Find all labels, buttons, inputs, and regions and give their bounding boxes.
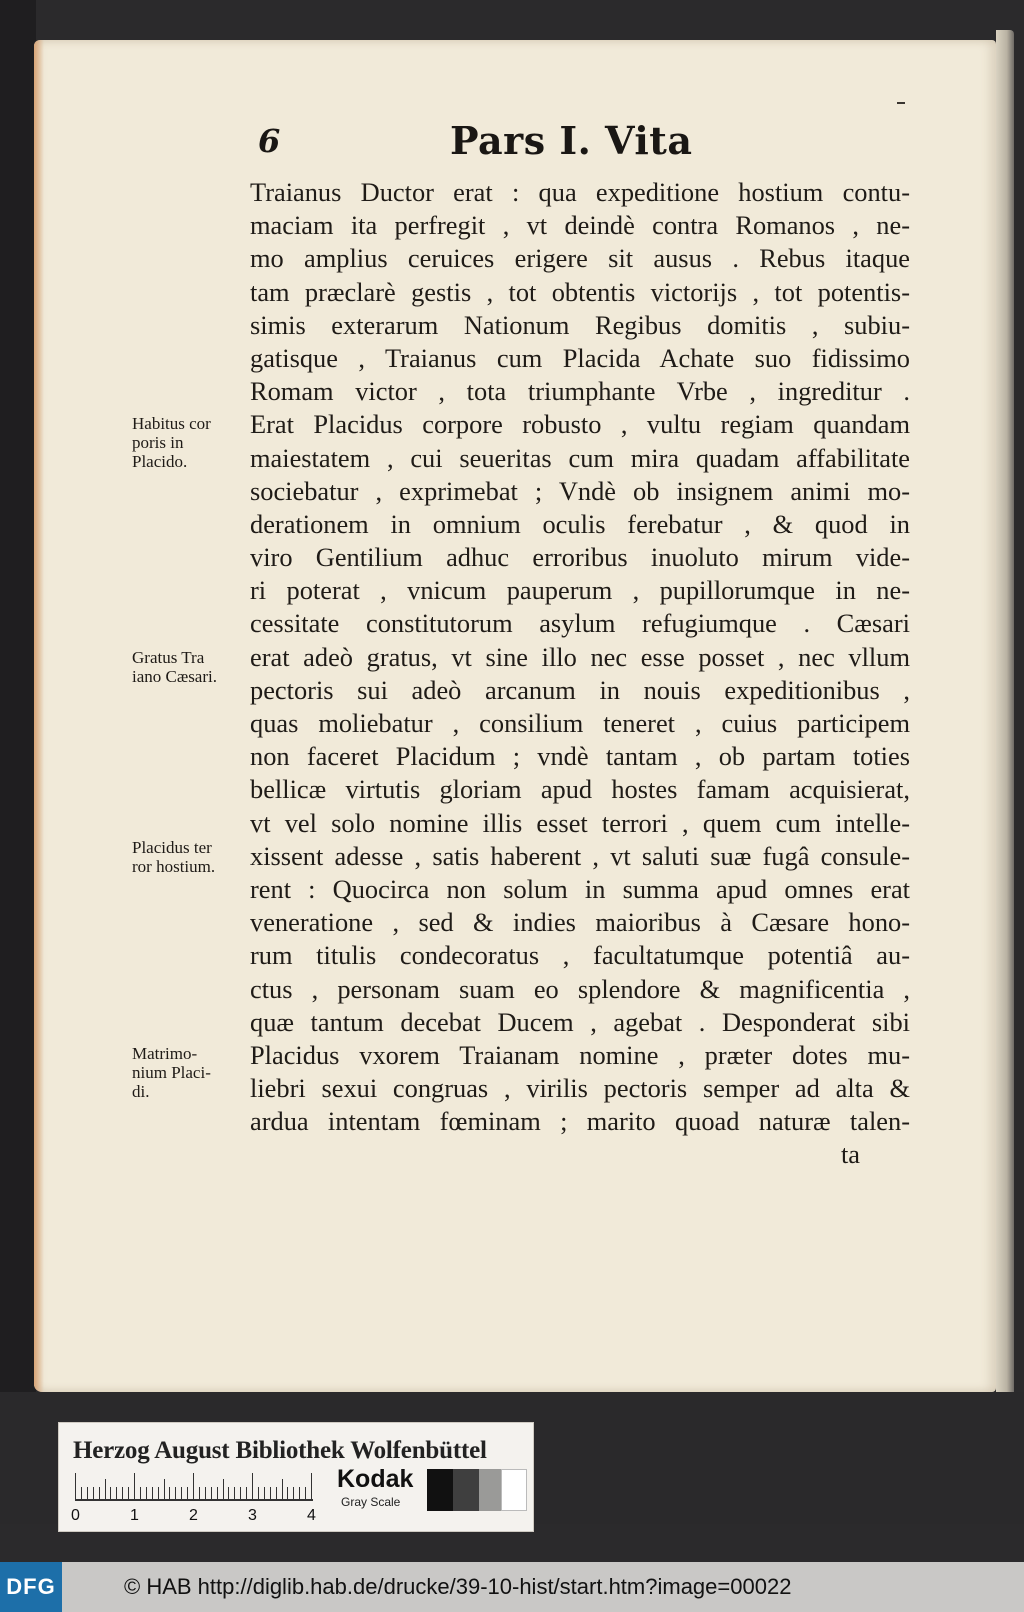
marginal-note-terror: Placidus ter ror hostium. — [132, 838, 216, 876]
ruler-tick — [181, 1487, 182, 1499]
credit-url[interactable]: © HAB http://diglib.hab.de/drucke/39-10-hist/start.htm?image=00022 — [124, 1574, 792, 1599]
book-background-left — [0, 0, 36, 1400]
text-line: simis exterarum Nationum Regibus domitis , subiu- — [250, 309, 910, 340]
catchword: ta — [840, 1139, 860, 1170]
ruler-number: 3 — [248, 1507, 257, 1524]
ruler-tick — [116, 1487, 117, 1499]
text-line: sociebatur , exprimebat ; Vndè ob insignem animi mo- — [250, 475, 910, 506]
ruler-tick — [146, 1487, 147, 1499]
ruler-tick — [140, 1487, 141, 1499]
ruler-tick — [293, 1487, 294, 1499]
ruler-tick — [258, 1487, 259, 1499]
ruler-tick — [128, 1487, 129, 1499]
text-line: rum titulis condecoratus , facultatumque potentiâ au- — [250, 940, 910, 971]
ruler-tick — [110, 1487, 111, 1499]
marginal-note-habitus: Habitus cor poris in Placido. — [132, 414, 211, 471]
ruler-tick — [164, 1479, 165, 1499]
text-line: ardua intentam fœminam ; marito quoad naturæ talen- — [250, 1106, 910, 1137]
text-line: erat adeò gratus, vt sine illo nec esse posset , nec vllum — [250, 641, 910, 672]
marginal-note-gratus: Gratus Tra iano Cæsari. — [132, 648, 217, 686]
ruler-tick — [264, 1487, 265, 1499]
text-line: Traianus Ductor erat : qua expeditione hostium contu- — [250, 177, 910, 207]
ruler-tick — [193, 1473, 194, 1499]
ruler-tick — [187, 1487, 188, 1499]
ruler-number: 2 — [189, 1507, 198, 1524]
ruler-tick — [252, 1473, 253, 1499]
ruler-tick — [152, 1487, 153, 1499]
ruler-tick — [223, 1479, 224, 1499]
dfg-logo: DFG — [0, 1562, 62, 1612]
text-line: cessitate constitutorum asylum refugiumque . Cæsari — [250, 608, 910, 639]
page-stack-edge — [996, 30, 1014, 1402]
ruler-tick — [99, 1487, 100, 1499]
marginal-note-matrimonium: Matrimo- nium Placi- di. — [132, 1044, 211, 1101]
page-edge-tint — [34, 40, 44, 1392]
body-text — [250, 176, 910, 1172]
text-line: liebri sexui congruas , virilis pectoris semper ad alta & — [250, 1073, 910, 1104]
ruler-tick — [105, 1479, 106, 1499]
ruler-tick — [311, 1473, 312, 1499]
ruler-tick — [169, 1487, 170, 1499]
text-line: vt vel solo nomine illis esset terrori , quem cum intelle- — [250, 807, 910, 838]
institution-label: Herzog August Bibliothek Wolfenbüttel — [73, 1437, 487, 1464]
text-line: maciam ita perfregit , vt deindè contra Romanos , ne- — [250, 210, 910, 241]
ruler-tick — [211, 1487, 212, 1499]
text-line: mo amplius ceruices erigere sit ausus . Rebus itaque — [250, 243, 910, 274]
ruler-tick — [75, 1473, 76, 1499]
gray-swatch-white — [501, 1469, 527, 1511]
color-scale-card — [58, 1422, 534, 1532]
ruler-tick — [276, 1487, 277, 1499]
text-line: Romam victor , tota triumphante Vrbe , ingreditur . — [250, 376, 910, 407]
text-line: quas moliebatur , consilium teneret , cuius participem — [250, 708, 910, 738]
ruler-tick — [228, 1487, 229, 1499]
ruler-tick — [205, 1487, 206, 1499]
page-header — [258, 118, 898, 170]
ruler-tick — [299, 1487, 300, 1499]
gray-swatch-mid — [479, 1469, 501, 1511]
ruler-number: 1 — [130, 1507, 139, 1524]
text-line: non faceret Placidum ; vndè tantam , ob partam toties — [250, 741, 910, 772]
ruler-tick — [199, 1487, 200, 1499]
ruler-tick — [305, 1487, 306, 1499]
text-line: bellicæ virtutis gloriam apud hostes famam acquisierat, — [250, 774, 910, 805]
ruler-tick — [270, 1487, 271, 1499]
ruler-tick — [240, 1487, 241, 1499]
ruler-tick — [122, 1487, 123, 1499]
ruler-tick — [282, 1479, 283, 1499]
ruler-tick — [234, 1487, 235, 1499]
page-number: 6 — [258, 122, 281, 160]
text-line: veneratione , sed & indies maioribus à Cæsare hono- — [250, 907, 910, 938]
text-line: xissent adesse , satis haberent , vt saluti suæ fugâ consule- — [250, 840, 910, 871]
text-line: ctus , personam suam eo splendore & magnificentia , — [250, 973, 910, 1004]
ruler-tick — [158, 1487, 159, 1499]
ruler-tick — [175, 1487, 176, 1499]
text-line: Erat Placidus corpore robusto , vultu regiam quandam — [250, 409, 910, 440]
ruler — [75, 1499, 313, 1501]
text-line: gatisque , Traianus cum Placida Achate suo fidissimo — [250, 342, 910, 373]
gray-swatch-black — [427, 1469, 453, 1511]
text-line: ri poterat , vnicum pauperum , pupillorumque in ne- — [250, 575, 910, 606]
gray-swatch-dark — [453, 1469, 479, 1511]
ruler-tick — [134, 1473, 135, 1499]
ruler-tick — [217, 1487, 218, 1499]
text-line: viro Gentilium adhuc erroribus inuoluto mirum vide- — [250, 542, 910, 573]
ruler-number: 4 — [307, 1507, 316, 1524]
footer-bar — [0, 1562, 1024, 1612]
text-line: quæ tantum decebat Ducem , agebat . Desponderat sibi — [250, 1006, 910, 1037]
text-line: pectoris sui adeò arcanum in nouis expeditionibus , — [250, 674, 910, 705]
ruler-tick — [81, 1487, 82, 1499]
ruler-tick — [93, 1487, 94, 1499]
ruler-tick — [87, 1487, 88, 1499]
text-line: derationem in omnium oculis ferebatur , & quod in — [250, 508, 910, 539]
running-head: Pars I. Vita — [450, 118, 693, 163]
text-line: tam præclarè gestis , tot obtentis victorijs , tot potentis- — [250, 276, 910, 307]
ruler-tick — [246, 1487, 247, 1499]
ruler-number: 0 — [71, 1507, 80, 1524]
printer-mark — [897, 102, 905, 104]
gray-scale-label: Gray Scale — [341, 1495, 401, 1509]
text-line: Placidus vxorem Traianam nomine , præter dotes mu- — [250, 1039, 910, 1070]
text-line: maiestatem , cui seueritas cum mira quadam affabilitate — [250, 442, 910, 473]
ruler-tick — [287, 1487, 288, 1499]
kodak-logo: Kodak — [337, 1465, 414, 1493]
text-line: rent : Quocirca non solum in summa apud omnes erat — [250, 873, 910, 904]
